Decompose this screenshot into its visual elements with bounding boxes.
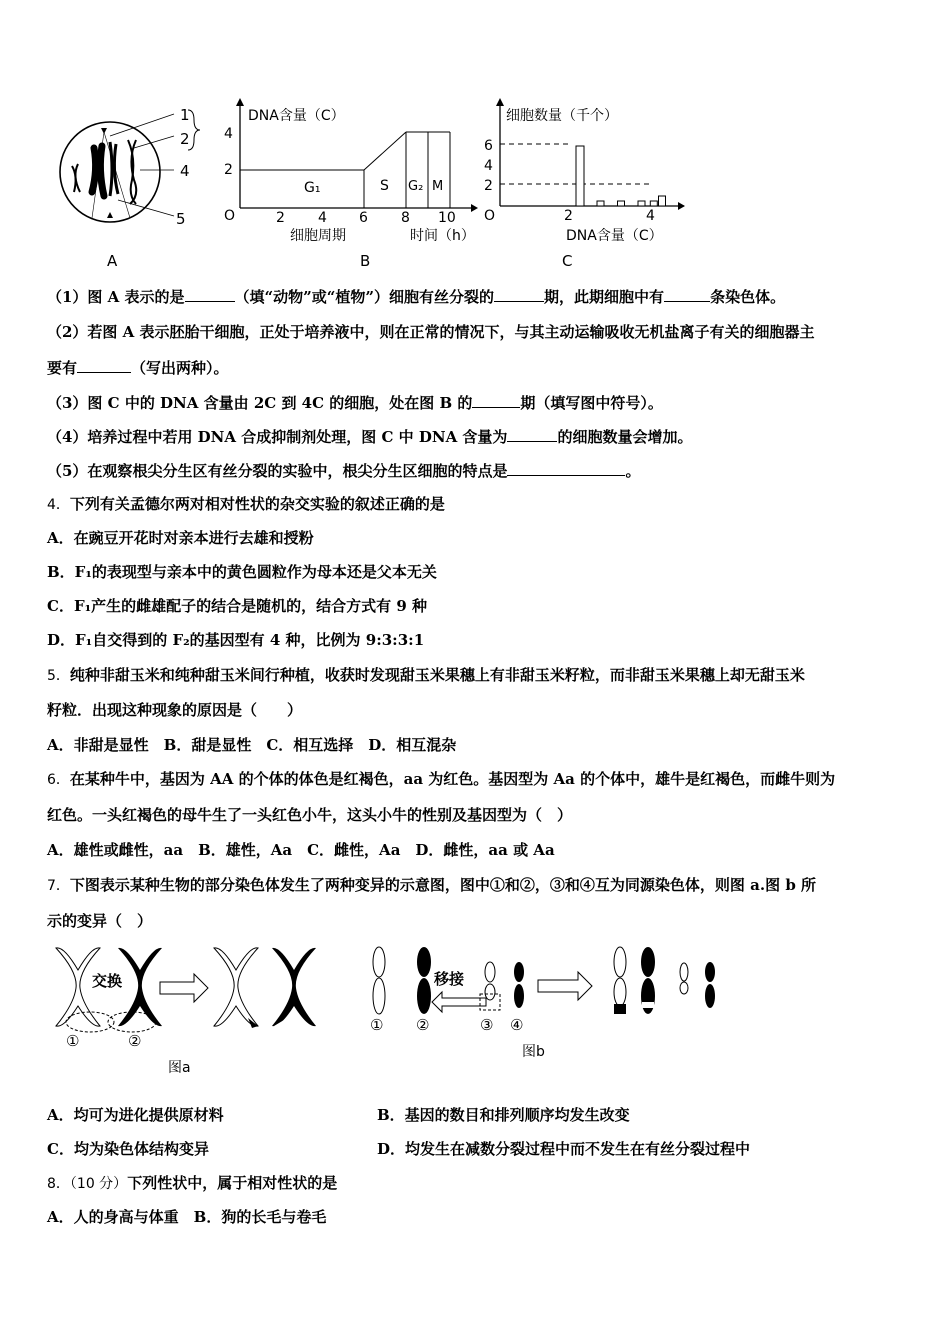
q7-option-a[interactable]: A．均可为进化提供原材料 (47, 1106, 224, 1124)
q4-option-d[interactable]: D．F₁自交得到的 F₂的基因型有 4 种，比例为 9:3:3:1 (47, 631, 425, 649)
figure-a-caption: A (107, 252, 118, 270)
q7-stem-line1 (47, 875, 816, 896)
q6-stem-line1 (47, 769, 835, 790)
q6-stem-line2: 红色。一头红褐色的母牛生了一头红色小牛，这头小牛的性别及基因型为（ ） (47, 806, 573, 824)
figure-b-xtick-10: 10 (438, 210, 456, 226)
figure-c-xlabel: DNA含量（C） (566, 228, 663, 244)
q8-stem-text: 下列性状中，属于相对性状的是 (127, 1174, 338, 1192)
q3-p4-blank[interactable] (507, 426, 557, 442)
figure-b-phase-s: S (380, 178, 389, 194)
figure-a-cell (52, 100, 212, 275)
q8-options[interactable]: A．人的身高与体重 B．狗的长毛与卷毛 (47, 1208, 327, 1226)
q3-p1-blank-2[interactable] (494, 286, 544, 302)
q7-figb-chr-1 (373, 947, 385, 1014)
figure-c-ylabel: 细胞数量（千个） (506, 108, 618, 124)
q3-part2-line2 (47, 357, 229, 378)
figure-a-label-1: 1 (180, 106, 190, 124)
q3-p1-text-c: 期，此期细胞中有 (544, 288, 665, 306)
figure-b-xtick-8: 8 (401, 210, 410, 226)
q5-stem-line2: 籽粒．出现这种现象的原因是（ ） (47, 701, 303, 719)
figure-b-ylabel: DNA含量（C） (248, 108, 345, 124)
q4-number: 4． (47, 497, 70, 513)
q3-p2-text-c: （写出两种）。 (131, 359, 229, 377)
figure-c-origin: O (484, 208, 496, 224)
q7-number: 7． (47, 878, 70, 894)
q5-stem-text-1: 纯种非甜玉米和纯种甜玉米间行种植，收获时发现甜玉米果穗上有非甜玉米籽粒，而非甜玉米果穗上却无甜玉米 (69, 666, 805, 684)
q7-figb-chr-2 (417, 947, 431, 1014)
figure-c-xtick-4: 4 (646, 208, 655, 224)
figure-b-phase-m: M (432, 179, 444, 194)
q8-stem (47, 1173, 337, 1194)
figure-c-ytick-6: 6 (484, 138, 493, 154)
q7-figb-transfer-label: 移接 (434, 970, 465, 988)
q4-option-b[interactable]: B．F₁的表现型与亲本中的黄色圆粒作为母本还是父本无关 (47, 563, 437, 581)
figure-c-caption: C (562, 252, 573, 270)
q7-option-c[interactable]: C．均为染色体结构变异 (47, 1140, 209, 1158)
q7-figb-num-4: ④ (510, 1016, 524, 1034)
q3-p1-text-a: （1）图 A 表示的是 (47, 288, 185, 306)
q3-p3-text-a: （3）图 C 中的 DNA 含量由 2C 到 4C 的细胞，处在图 B 的 (47, 394, 473, 412)
q5-number: 5． (47, 668, 70, 684)
q8-score: （10 分） (69, 1176, 128, 1192)
figure-c-ytick-4: 4 (484, 158, 493, 174)
q4-option-a[interactable]: A．在豌豆开花时对亲本进行去雄和授粉 (47, 529, 314, 547)
q3-p1-blank-1[interactable] (185, 286, 235, 302)
figure-b-xlabel-right: 时间（h） (410, 228, 475, 244)
figure-c-cell-count-chart (478, 98, 688, 274)
q3-p4-text-a: （4）培养过程中若用 DNA 合成抑制剂处理，图 C 中 DNA 含量为 (47, 428, 508, 446)
figure-a-label-2: 2 (180, 130, 190, 148)
q7-option-b[interactable]: B．基因的数目和排列顺序均发生改变 (377, 1106, 630, 1124)
q7-figb-caption: 图b (522, 1044, 545, 1060)
figure-a-label-5: 5 (176, 210, 186, 228)
chromosome-marks (72, 140, 136, 204)
figure-b-ytick-2: 2 (224, 162, 233, 178)
q7-stem-text-1: 下图表示某种生物的部分染色体发生了两种变异的示意图，图中①和②，③和④互为同源染色体，则图 a.图 b 所 (69, 876, 817, 894)
q3-p4-text-b: 的细胞数量会增加。 (557, 428, 693, 446)
figure-b-ytick-4: 4 (224, 126, 233, 142)
figure-c-bar-4 (650, 201, 657, 206)
q3-part5 (47, 460, 640, 481)
q3-p3-text-b: 期（填写图中符号）。 (520, 394, 663, 412)
q7-figure-b (362, 940, 732, 1065)
q7-figa-num-2: ② (128, 1032, 142, 1050)
q4-stem (47, 494, 445, 515)
figure-b-phase-g2: G₂ (408, 179, 424, 194)
q3-part1 (47, 286, 785, 307)
q7-figa-num-1: ① (66, 1032, 80, 1050)
figure-b-xlabel-left: 细胞周期 (290, 228, 346, 244)
figure-c-xtick-2: 2 (564, 208, 573, 224)
q3-p1-blank-3[interactable] (664, 286, 710, 302)
figure-b-xtick-2: 2 (276, 210, 285, 226)
figure-b-caption: B (360, 252, 371, 270)
figure-b-xtick-6: 6 (359, 210, 368, 226)
q7-figa-exchange-label: 交换 (92, 972, 123, 990)
q3-part4 (47, 426, 692, 447)
q3-p2-text-b: 要有 (47, 359, 78, 377)
q5-options[interactable]: A．非甜是显性 B．甜是显性 C．相互选择 D．相互混杂 (47, 736, 457, 754)
q7-figa-caption: 图a (168, 1060, 191, 1076)
figure-c-bar-3 (638, 201, 645, 206)
q3-p5-text-b: 。 (625, 462, 641, 480)
q3-part3 (47, 392, 663, 413)
q4-option-c[interactable]: C．F₁产生的雌雄配子的结合是随机的，结合方式有 9 种 (47, 597, 428, 615)
q6-options[interactable]: A．雄性或雌性，aa B．雄性，Aa C．雌性，Aa D．雌性，aa 或 Aa (47, 841, 555, 859)
q3-p1-text-d: 条染色体。 (710, 288, 786, 306)
q3-part2-line1 (47, 322, 815, 342)
figure-c-bar-2 (618, 201, 625, 206)
q3-p3-blank[interactable] (472, 392, 520, 408)
q3-p1-text-b: （填“动物”或“植物”）细胞有丝分裂的 (234, 288, 495, 306)
q7-figb-num-1: ① (370, 1016, 384, 1034)
q3-p2-blank[interactable] (77, 357, 131, 373)
figure-b-phase-g1: G₁ (304, 180, 321, 196)
figure-c-bars (576, 146, 666, 206)
q3-p5-blank[interactable] (507, 460, 625, 476)
figure-b-dna-chart (218, 98, 480, 274)
q5-stem-line1 (47, 665, 805, 686)
q7-figb-num-2: ② (416, 1016, 430, 1034)
figure-b-xtick-4: 4 (318, 210, 327, 226)
q3-p5-text-a: （5）在观察根尖分生区有丝分裂的实验中，根尖分生区细胞的特点是 (47, 462, 508, 480)
figure-b-origin: O (224, 208, 236, 224)
q8-number: 8． (47, 1176, 70, 1192)
figure-c-ytick-2: 2 (484, 178, 493, 194)
q4-stem-text: 下列有关孟德尔两对相对性状的杂交实验的叙述正确的是 (69, 495, 445, 513)
figure-c-bar-1 (597, 201, 604, 206)
figure-c-bar-5 (659, 196, 666, 206)
q6-number: 6． (47, 772, 70, 788)
figure-a-label-4: 4 (180, 162, 190, 180)
q7-option-d[interactable]: D．均发生在减数分裂过程中而不发生在有丝分裂过程中 (377, 1140, 751, 1158)
q7-stem-line2: 示的变异（ ） (47, 912, 153, 930)
q7-figb-num-3: ③ (480, 1016, 494, 1034)
q6-stem-text-1: 在某种牛中，基因为 AA 的个体的体色是红褐色，aa 为红色。基因型为 Aa 的个体中，雄牛是红褐色，而雌牛则为 (69, 770, 836, 788)
q3-p2-text-a: （2）若图 A 表示胚胎干细胞，正处于培养液中，则在正常的情况下，与其主动运输吸收无机盐离子有关的细胞器主 (47, 323, 815, 341)
q7-figure-a (48, 942, 318, 1077)
figure-c-bar-0 (576, 146, 584, 206)
